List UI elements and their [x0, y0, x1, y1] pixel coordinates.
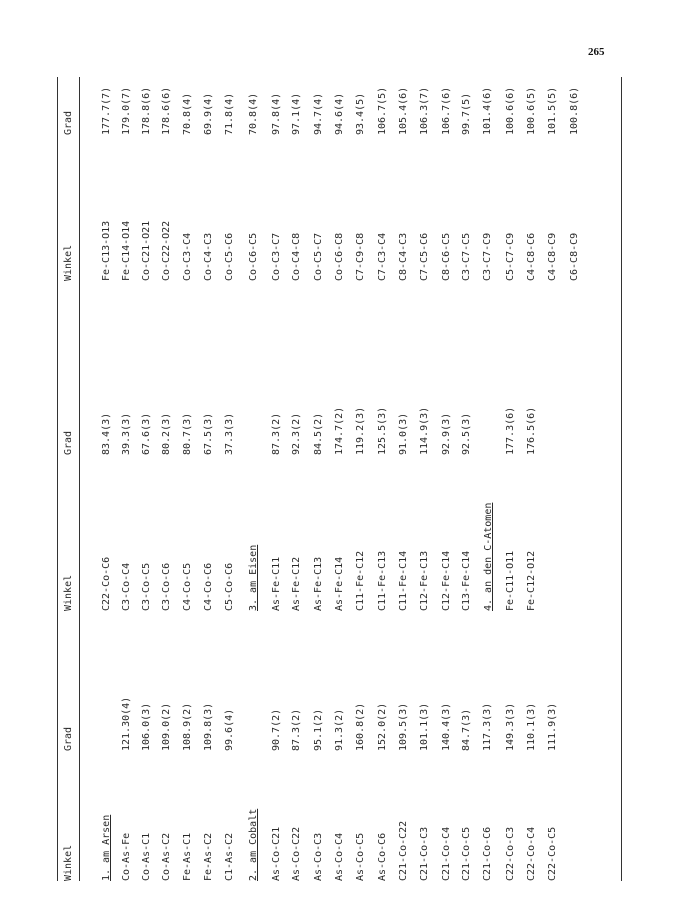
angle-value: 149.3(3)	[505, 702, 516, 751]
angle-value: 178.8(6)	[141, 86, 152, 135]
angle-label: As-Co-C4	[334, 832, 345, 881]
angle-label: C7-C9-C8	[355, 232, 366, 281]
angle-label: C21-Co-C22	[398, 820, 409, 881]
angle-label: Fe-C12-O12	[526, 550, 537, 611]
angle-value: 71.8(4)	[224, 92, 235, 135]
angle-label: C6-C8-C9	[569, 232, 580, 281]
angle-value: 80.2(3)	[161, 412, 172, 455]
angle-label: As-Fe-C12	[291, 556, 302, 611]
angle-value: 101.1(3)	[419, 702, 430, 751]
angle-value: 177.3(6)	[505, 406, 516, 455]
angle-label: C11-Fe-C12	[355, 550, 366, 611]
angle-value: 178.6(6)	[161, 86, 172, 135]
header-winkel-2: Winkel	[63, 574, 74, 611]
angle-label: Fe-As-C2	[203, 832, 214, 881]
angle-value: 92.9(3)	[441, 412, 452, 455]
angle-value: 93.4(5)	[355, 92, 366, 135]
angle-value: 80.7(3)	[182, 412, 193, 455]
angle-value: 106.0(3)	[141, 702, 152, 751]
angle-value: 91.0(3)	[398, 412, 409, 455]
angle-value: 109.5(3)	[398, 702, 409, 751]
angle-label: Co-C6-C8	[334, 232, 345, 281]
angle-value: 94.7(4)	[313, 92, 324, 135]
angle-value: 92.3(2)	[291, 412, 302, 455]
table-row	[224, 92, 236, 281]
angle-label: C22-Co-C3	[505, 826, 516, 881]
table-row	[505, 86, 517, 281]
angle-label: Co-As-C1	[141, 832, 152, 881]
angle-value: 101.4(6)	[482, 86, 493, 135]
angle-value: 111.9(3)	[547, 702, 558, 751]
angle-value: 106.3(7)	[419, 86, 430, 135]
header-grad-1: Grad	[63, 726, 74, 751]
table-row	[547, 86, 559, 281]
angle-value: 125.5(3)	[377, 406, 388, 455]
angle-value: 67.5(3)	[203, 412, 214, 455]
angle-value: 97.8(4)	[271, 92, 282, 135]
angle-label: C4-C8-C6	[526, 232, 537, 281]
angle-label: C3-Co-C6	[161, 562, 172, 611]
angle-label: C4-Co-C5	[182, 562, 193, 611]
angle-value: 90.7(2)	[271, 708, 282, 751]
angle-value: 114.9(3)	[419, 406, 430, 455]
section-title: 4. an den C-Atomen	[483, 502, 494, 611]
bond-angle-table	[57, 77, 626, 881]
angle-value: 97.1(4)	[291, 92, 302, 135]
angle-value: 39.3(3)	[121, 412, 132, 455]
angle-value: 106.7(6)	[441, 86, 452, 135]
angle-value: 117.3(3)	[482, 702, 493, 751]
angle-label: Co-C5-C7	[313, 232, 324, 281]
angle-value: 109.8(3)	[203, 702, 214, 751]
angle-value: 100.6(6)	[505, 86, 516, 135]
angle-label: Fe-C14-O14	[121, 220, 132, 281]
angle-value: 100.8(6)	[569, 86, 580, 135]
angle-value: 110.1(3)	[526, 702, 537, 751]
table-row	[526, 86, 538, 281]
angle-label: C21-Co-C5	[461, 826, 472, 881]
angle-value: 176.5(6)	[526, 406, 537, 455]
angle-label: C7-C5-C6	[419, 232, 430, 281]
angle-label: C22-Co-C4	[526, 826, 537, 881]
angle-label: As-Co-C22	[291, 826, 302, 881]
table-row	[161, 86, 173, 281]
angle-label: C3-Co-C4	[121, 562, 132, 611]
angle-label: Co-As-Fe	[121, 832, 132, 881]
angle-label: C1-As-C2	[224, 832, 235, 881]
angle-label: Co-C6-C5	[248, 232, 259, 281]
angle-value: 84.5(2)	[313, 412, 324, 455]
angle-value: 69.9(4)	[203, 92, 214, 135]
angle-value: 92.5(3)	[461, 412, 472, 455]
angle-value: 83.4(3)	[101, 412, 112, 455]
angle-label: As-Co-C21	[271, 826, 282, 881]
angle-label: C4-Co-C6	[203, 562, 214, 611]
angle-label: C22-Co-C5	[547, 826, 558, 881]
angle-value: 87.3(2)	[291, 708, 302, 751]
angle-value: 70.8(4)	[182, 92, 193, 135]
header-grad-3: Grad	[63, 110, 74, 135]
angle-value: 105.4(6)	[398, 86, 409, 135]
angle-label: As-Co-C3	[313, 832, 324, 881]
angle-value: 108.9(2)	[182, 702, 193, 751]
table-row	[101, 86, 113, 281]
angle-label: Co-C5-C6	[224, 232, 235, 281]
angle-label: C11-Fe-C13	[377, 550, 388, 611]
angle-label: Fe-As-C1	[182, 832, 193, 881]
table-row	[182, 92, 194, 281]
angle-label: Co-C21-O21	[141, 220, 152, 281]
angle-value: 100.6(5)	[526, 86, 537, 135]
angle-label: As-Fe-C11	[271, 556, 282, 611]
table-row	[141, 86, 153, 281]
header-winkel-3: Winkel	[63, 244, 74, 281]
angle-label: C12-Fe-C13	[419, 550, 430, 611]
angle-label: As-Co-C5	[355, 832, 366, 881]
table-row	[398, 86, 410, 281]
angle-label: As-Fe-C13	[313, 556, 324, 611]
table-column-3	[57, 77, 626, 881]
table-row	[271, 92, 283, 281]
angle-label: C12-Fe-C14	[441, 550, 452, 611]
angle-label: Co-C4-C3	[203, 232, 214, 281]
table-row	[355, 92, 367, 281]
angle-value: 94.6(4)	[334, 92, 345, 135]
table-row	[377, 86, 389, 281]
angle-label: C11-Fe-C14	[398, 550, 409, 611]
angle-label: Co-C22-O22	[161, 220, 172, 281]
angle-label: Co-C3-C7	[271, 232, 282, 281]
angle-value: 99.7(5)	[461, 92, 472, 135]
angle-label: C7-C3-C4	[377, 232, 388, 281]
table-row	[121, 86, 133, 281]
angle-value: 177.7(7)	[101, 86, 112, 135]
angle-label: Co-C3-C4	[182, 232, 193, 281]
angle-label: C13-Fe-C14	[461, 550, 472, 611]
angle-value: 91.3(2)	[334, 708, 345, 751]
table-row	[441, 86, 453, 281]
header-grad-2: Grad	[63, 430, 74, 455]
angle-value: 121.30(4)	[121, 696, 132, 751]
table-row	[419, 86, 431, 281]
table-row	[248, 92, 260, 281]
angle-value: 95.1(2)	[313, 708, 324, 751]
angle-label: C5-Co-C6	[224, 562, 235, 611]
angle-value: 99.6(4)	[224, 708, 235, 751]
angle-label: As-Co-C6	[377, 832, 388, 881]
angle-label: Co-C4-C8	[291, 232, 302, 281]
section-title: 2. am Cobalt	[248, 808, 259, 881]
table-row	[482, 86, 494, 281]
angle-value: 106.7(5)	[377, 86, 388, 135]
angle-label: C4-C8-C9	[547, 232, 558, 281]
angle-value: 37.3(3)	[224, 412, 235, 455]
angle-value: 70.8(4)	[248, 92, 259, 135]
angle-label: C8-C4-C3	[398, 232, 409, 281]
angle-label: C21-Co-C6	[482, 826, 493, 881]
table-row	[203, 92, 215, 281]
angle-label: Co-As-C2	[161, 832, 172, 881]
table-row	[334, 92, 346, 281]
angle-value: 174.7(2)	[334, 406, 345, 455]
angle-label: C21-Co-C4	[441, 826, 452, 881]
angle-label: Fe-C11-O11	[505, 550, 516, 611]
angle-value: 101.5(5)	[547, 86, 558, 135]
section-title: 3. am Eisen	[248, 544, 259, 611]
angle-value: 67.6(3)	[141, 412, 152, 455]
table-row	[569, 86, 581, 281]
page-number: 265	[588, 46, 605, 58]
angle-value: 119.2(3)	[355, 406, 366, 455]
angle-value: 109.0(2)	[161, 702, 172, 751]
header-winkel-1: Winkel	[63, 844, 74, 881]
angle-label: C5-C7-C9	[505, 232, 516, 281]
angle-label: C3-Co-C5	[141, 562, 152, 611]
table-row	[461, 92, 473, 281]
angle-value: 140.4(3)	[441, 702, 452, 751]
table-row	[313, 92, 325, 281]
angle-value: 87.3(2)	[271, 412, 282, 455]
angle-value: 179.0(7)	[121, 86, 132, 135]
angle-label: C8-C6-C5	[441, 232, 452, 281]
table-row	[291, 92, 303, 281]
angle-label: As-Fe-C14	[334, 556, 345, 611]
angle-value: 84.7(3)	[461, 708, 472, 751]
angle-value: 160.8(2)	[355, 702, 366, 751]
angle-label: C3-C7-C9	[482, 232, 493, 281]
section-title: 1. am Arsen	[101, 814, 112, 881]
angle-value: 152.0(2)	[377, 702, 388, 751]
angle-label: C21-Co-C3	[419, 826, 430, 881]
angle-label: C22-Co-C6	[101, 556, 112, 611]
angle-label: C3-C7-C5	[461, 232, 472, 281]
angle-label: Fe-C13-O13	[101, 220, 112, 281]
